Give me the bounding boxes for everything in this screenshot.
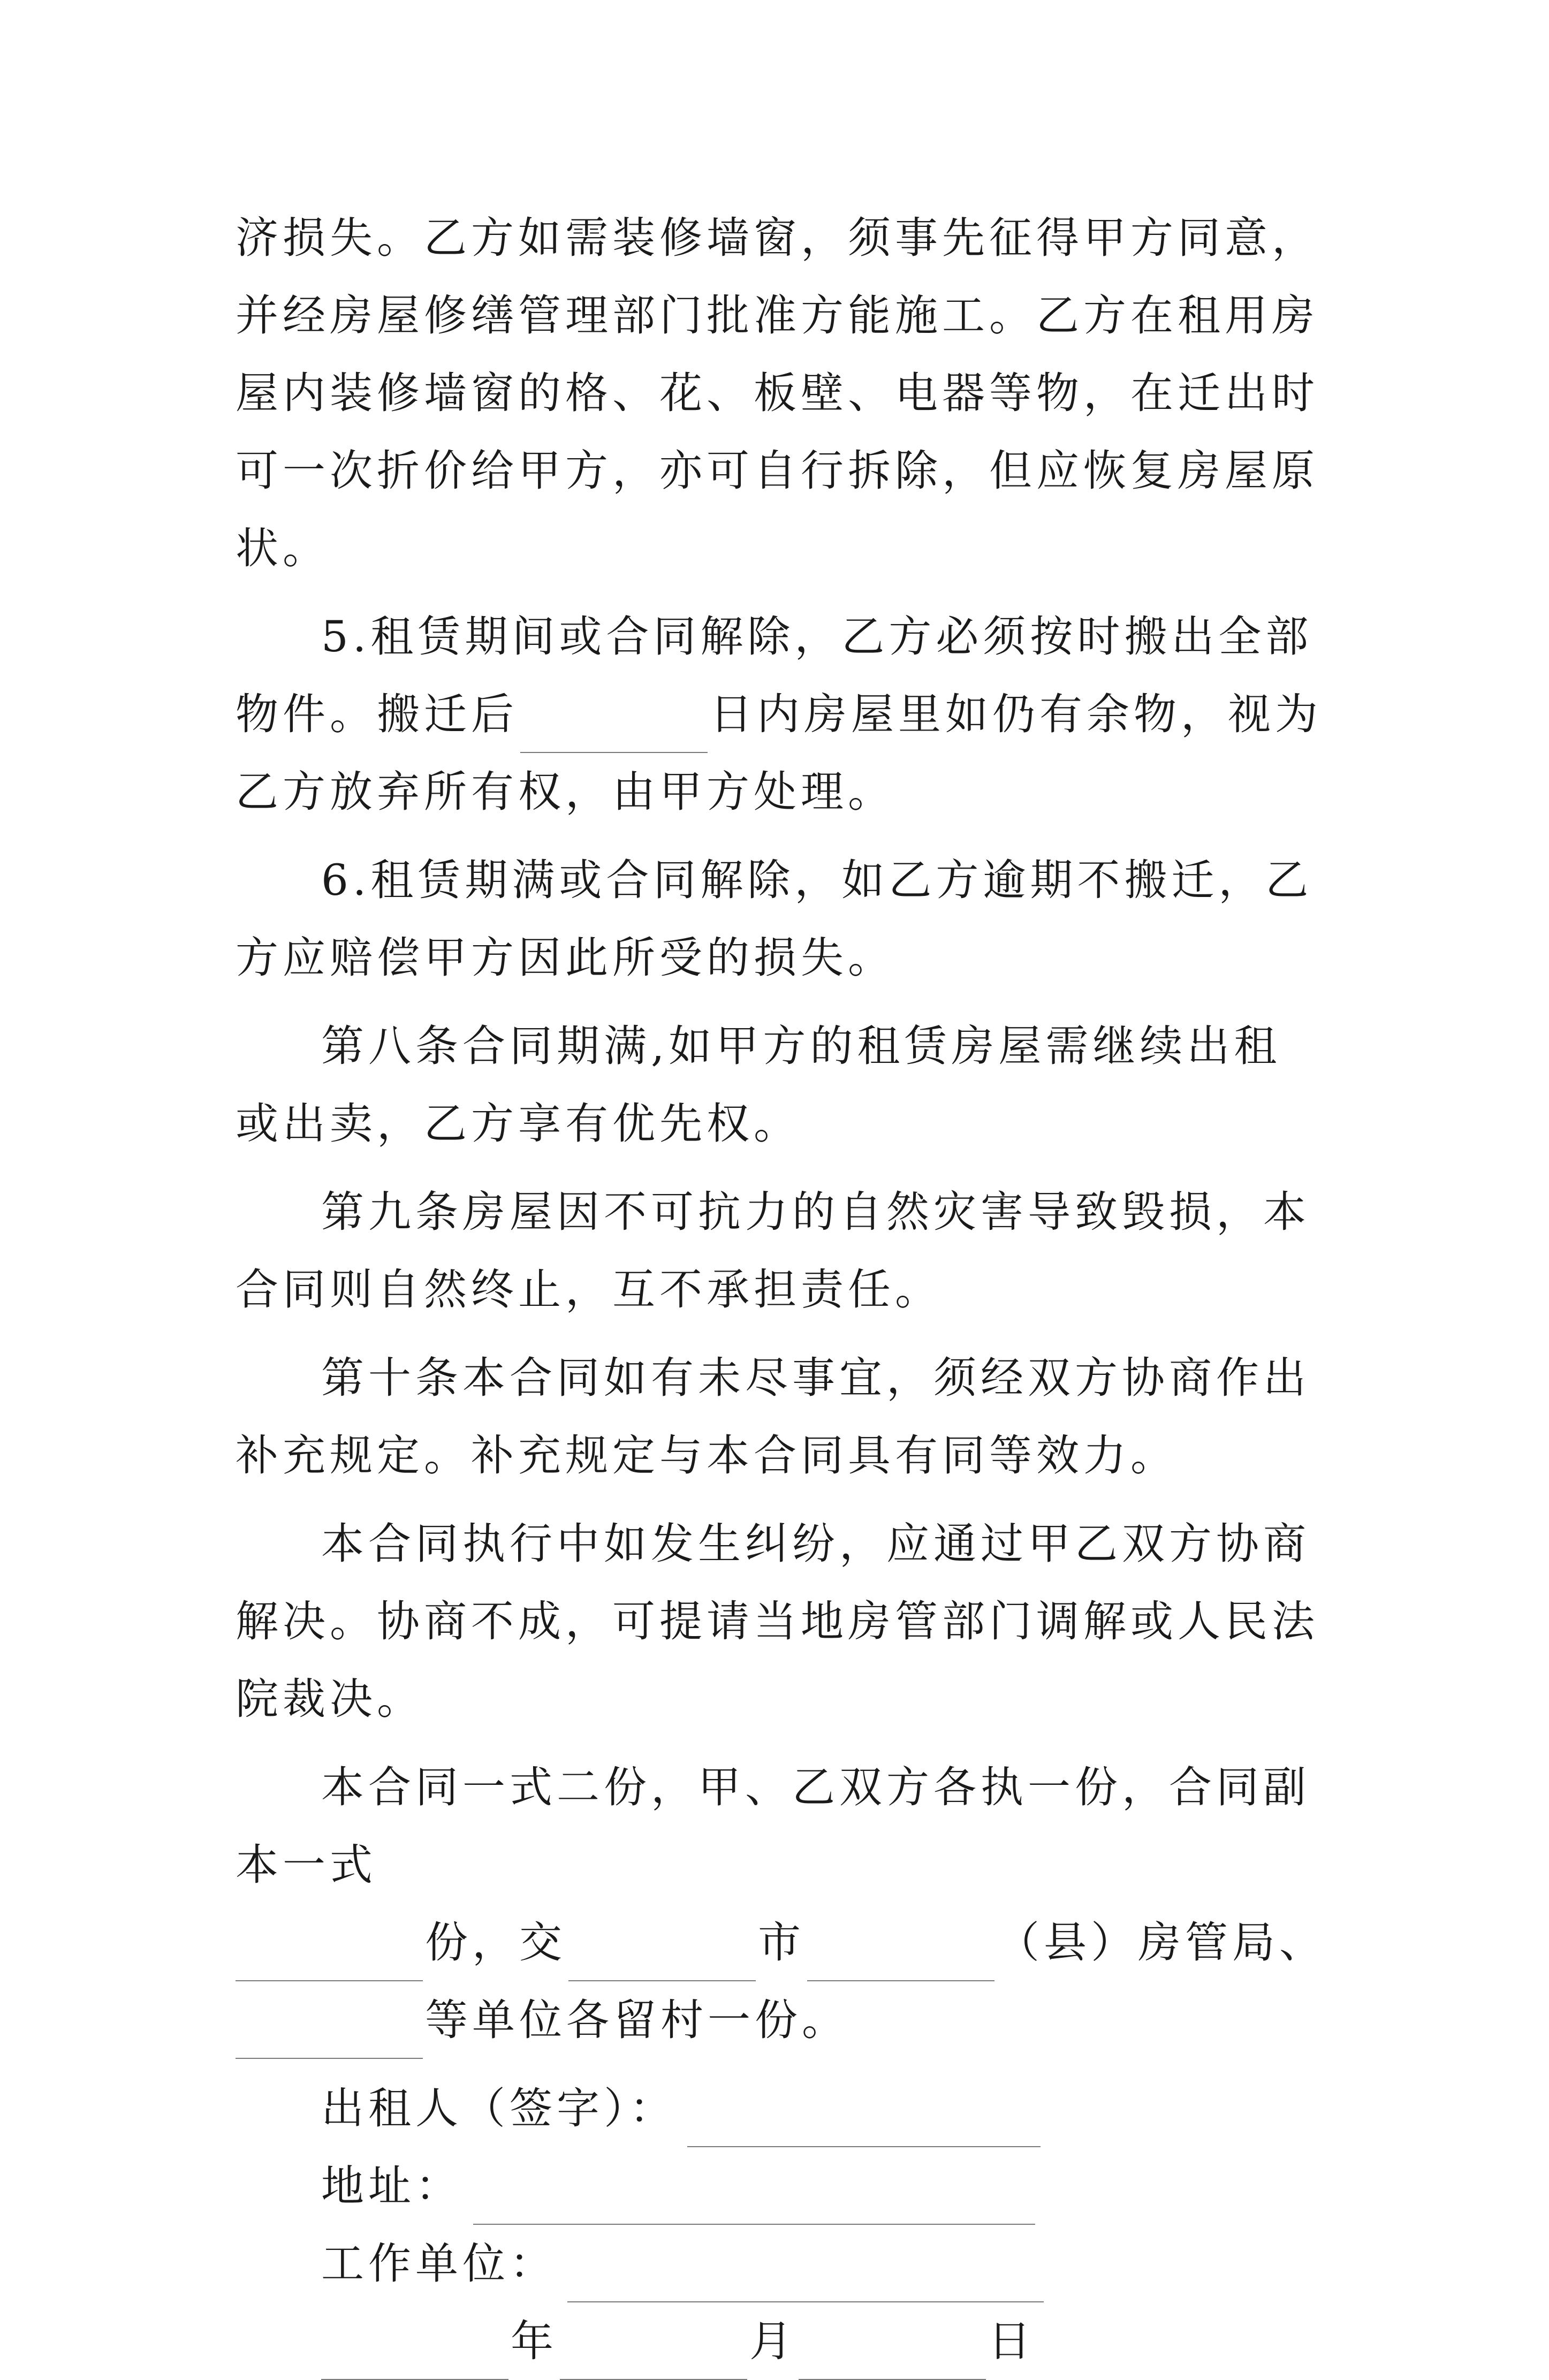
copies-text-d: （县）房管局、 bbox=[997, 1918, 1326, 1967]
paragraph-article-10: 第十条本合同如有未尽事宜，须经双方协商作出补充规定。补充规定与本合同具有同等效力。 bbox=[236, 1353, 1310, 1480]
days-blank[interactable] bbox=[520, 710, 708, 753]
paragraph-copies bbox=[236, 1748, 1327, 2059]
paragraph-clause-6: 6.租赁期满或合同解除，如乙方逾期不搬迁，乙方应赔偿甲方因此所受的损失。 bbox=[236, 855, 1313, 983]
month-blank[interactable] bbox=[560, 2337, 747, 2380]
lessor-signature-row bbox=[236, 2070, 1327, 2147]
copies-count-blank[interactable] bbox=[236, 1938, 423, 1981]
clause-5-text-b: 日内房屋里如仍有余物，视为乙方放弃所有权，由甲方处理。 bbox=[236, 689, 1322, 817]
copies-text-e: 等单位各留村一份。 bbox=[425, 1995, 849, 2045]
copies-text-b: 份，交 bbox=[425, 1918, 566, 1967]
paragraph-disputes: 本合同执行中如发生纠纷，应通过甲乙双方协商解决。协商不成，可提请当地房管部门调解或人民法院裁决。 bbox=[236, 1519, 1319, 1724]
employer-line[interactable] bbox=[567, 2260, 1044, 2302]
date-row bbox=[236, 2302, 1327, 2380]
lessor-signature-line[interactable] bbox=[687, 2104, 1041, 2147]
paragraph-clause-5 bbox=[236, 598, 1327, 831]
copies-text-a: 本合同一式二份，甲、乙双方各执一份，合同副本一式 bbox=[236, 1762, 1310, 1890]
copies-text-c: 市 bbox=[758, 1918, 805, 1967]
address-line[interactable] bbox=[473, 2182, 1035, 2225]
employer-row bbox=[236, 2225, 1327, 2302]
month-label: 月 bbox=[749, 2316, 796, 2366]
clause-5-text-a: 5.租赁期间或合同解除，乙方必须按时搬出全部物件。搬迁后 bbox=[236, 612, 1313, 739]
year-blank[interactable] bbox=[321, 2337, 508, 2380]
address-row bbox=[236, 2147, 1327, 2225]
city-blank[interactable] bbox=[807, 1938, 994, 1981]
other-unit-blank[interactable] bbox=[236, 2016, 423, 2059]
day-blank[interactable] bbox=[799, 2337, 986, 2380]
paragraph-damage-renovation: 济损失。乙方如需装修墙窗，须事先征得甲方同意，并经房屋修缮管理部门批准方能施工。乙方在租用房屋内装修墙窗的格、花、板壁、电器等物，在迁出时可一次折价给甲方，亦可自行拆除，但应恢复房屋原状。 bbox=[236, 213, 1319, 573]
paragraph-article-9: 第九条房屋因不可抗力的自然灾害导致毁损，本合同则自然终止，互不承担责任。 bbox=[236, 1187, 1310, 1314]
year-label: 年 bbox=[511, 2316, 558, 2366]
contract-body bbox=[236, 199, 1327, 2380]
paragraph-article-8: 第八条合同期满,如甲方的租赁房屋需继续出租或出卖，乙方享有优先权。 bbox=[236, 1021, 1281, 1149]
lessor-label: 出租人（签字）： bbox=[321, 2084, 677, 2133]
employer-label: 工作单位： bbox=[321, 2239, 557, 2288]
recipient-blank[interactable] bbox=[568, 1938, 756, 1981]
day-label: 日 bbox=[988, 2316, 1035, 2366]
address-label: 地址： bbox=[321, 2161, 462, 2211]
